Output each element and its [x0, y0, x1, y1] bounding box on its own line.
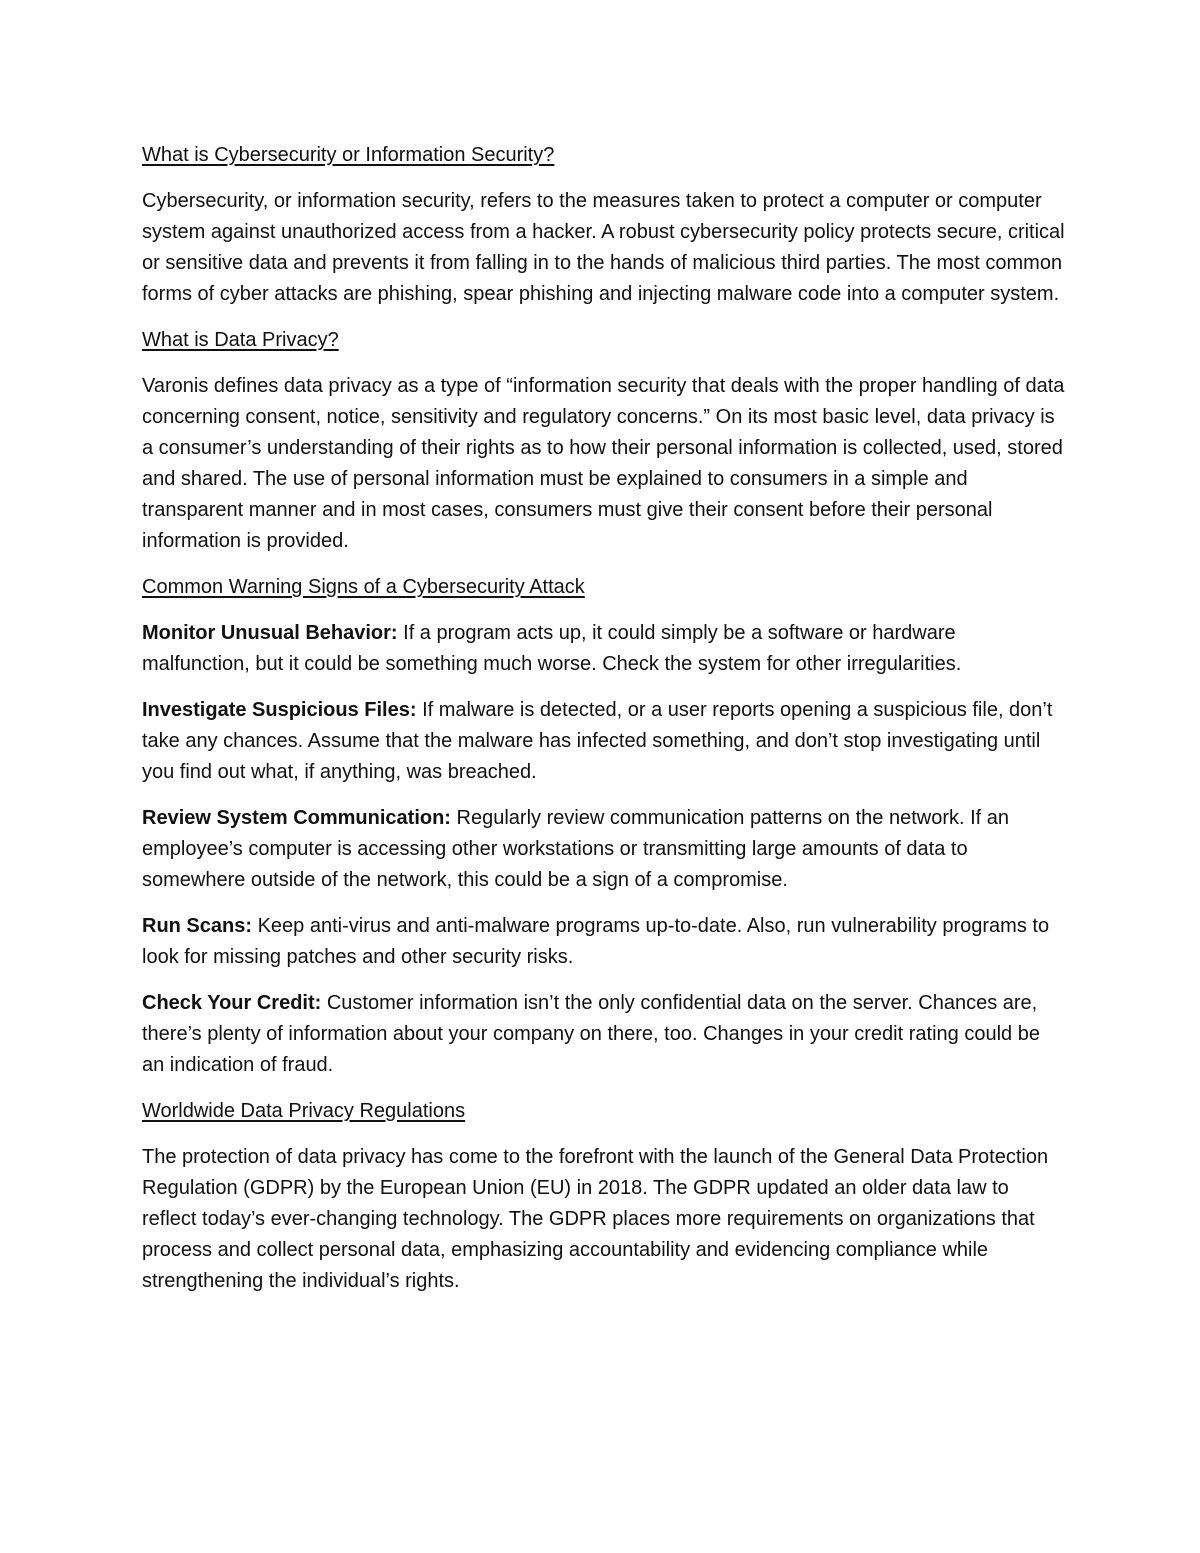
- item-text: Keep anti-virus and anti-malware programs up-to-date. Also, run vulnerability programs to look for missing patches and other security risks.: [142, 915, 1050, 968]
- section-warning-signs: [142, 572, 1067, 1081]
- body-paragraph: Varonis defines data privacy as a type of “information security that deals with the proper handling of data concerning consent, notice, sensitivity and regulatory concerns.” On its most basic level, data privacy is a consumer’s understanding of their rights as to how their personal information is collected, used, stored and shared. The use of personal information must be explained to consumers in a simple and transparent manner and in most cases, consumers must give their consent before their personal information is provided.: [142, 375, 1065, 552]
- body-paragraph: The protection of data privacy has come to the forefront with the launch of the General Data Protection Regulation (GDPR) by the European Union (EU) in 2018. The GDPR updated an older data law to reflect today’s ever-changing technology. The GDPR places more requirements on organizations that process and collect personal data, emphasizing accountability and evidencing compliance while strengthening the individual’s rights.: [142, 1146, 1049, 1292]
- section-heading: What is Data Privacy?: [142, 329, 339, 351]
- body-paragraph: Cybersecurity, or information security, refers to the measures taken to protect a computer or computer system against unauthorized access from a hacker. A robust cybersecurity policy protects secure, critical or sensitive data and prevents it from falling in to the hands of malicious third parties. The most common forms of cyber attacks are phishing, spear phishing and injecting malware code into a computer system.: [142, 190, 1065, 305]
- item-term: Investigate Suspicious Files:: [142, 699, 417, 721]
- section-cybersecurity: [142, 140, 1067, 310]
- warning-sign-item: [142, 803, 1067, 896]
- item-text: Customer information isn’t the only confidential data on the server. Chances are, there’s plenty of information about your company on there, too. Changes in your credit rating could be an indication of fraud.: [142, 992, 1040, 1076]
- section-privacy-regulations: [142, 1096, 1067, 1297]
- warning-sign-item: [142, 695, 1067, 788]
- item-term: Check Your Credit:: [142, 992, 322, 1014]
- item-text: Regularly review communication patterns on the network. If an employee’s computer is accessing other workstations or transmitting large amounts of data to somewhere outside of the network, this could be a sign of a compromise.: [142, 807, 1010, 891]
- section-heading: Worldwide Data Privacy Regulations: [142, 1100, 466, 1122]
- item-term: Monitor Unusual Behavior:: [142, 622, 398, 644]
- section-data-privacy: [142, 325, 1067, 557]
- warning-sign-item: [142, 988, 1067, 1081]
- item-term: Review System Communication:: [142, 807, 451, 829]
- item-term: Run Scans:: [142, 915, 253, 937]
- section-heading: What is Cybersecurity or Information Security?: [142, 144, 555, 166]
- item-text: If malware is detected, or a user reports opening a suspicious file, don’t take any chances. Assume that the malware has infected something, and don’t stop investigating until you find out what, if anything, was breached.: [142, 699, 1053, 783]
- section-heading: Common Warning Signs of a Cybersecurity Attack: [142, 576, 585, 598]
- document-page: [142, 140, 1067, 1312]
- item-text: If a program acts up, it could simply be a software or hardware malfunction, but it could be something much worse. Check the system for other irregularities.: [142, 622, 962, 675]
- warning-sign-item: [142, 618, 1067, 680]
- warning-sign-item: [142, 911, 1067, 973]
